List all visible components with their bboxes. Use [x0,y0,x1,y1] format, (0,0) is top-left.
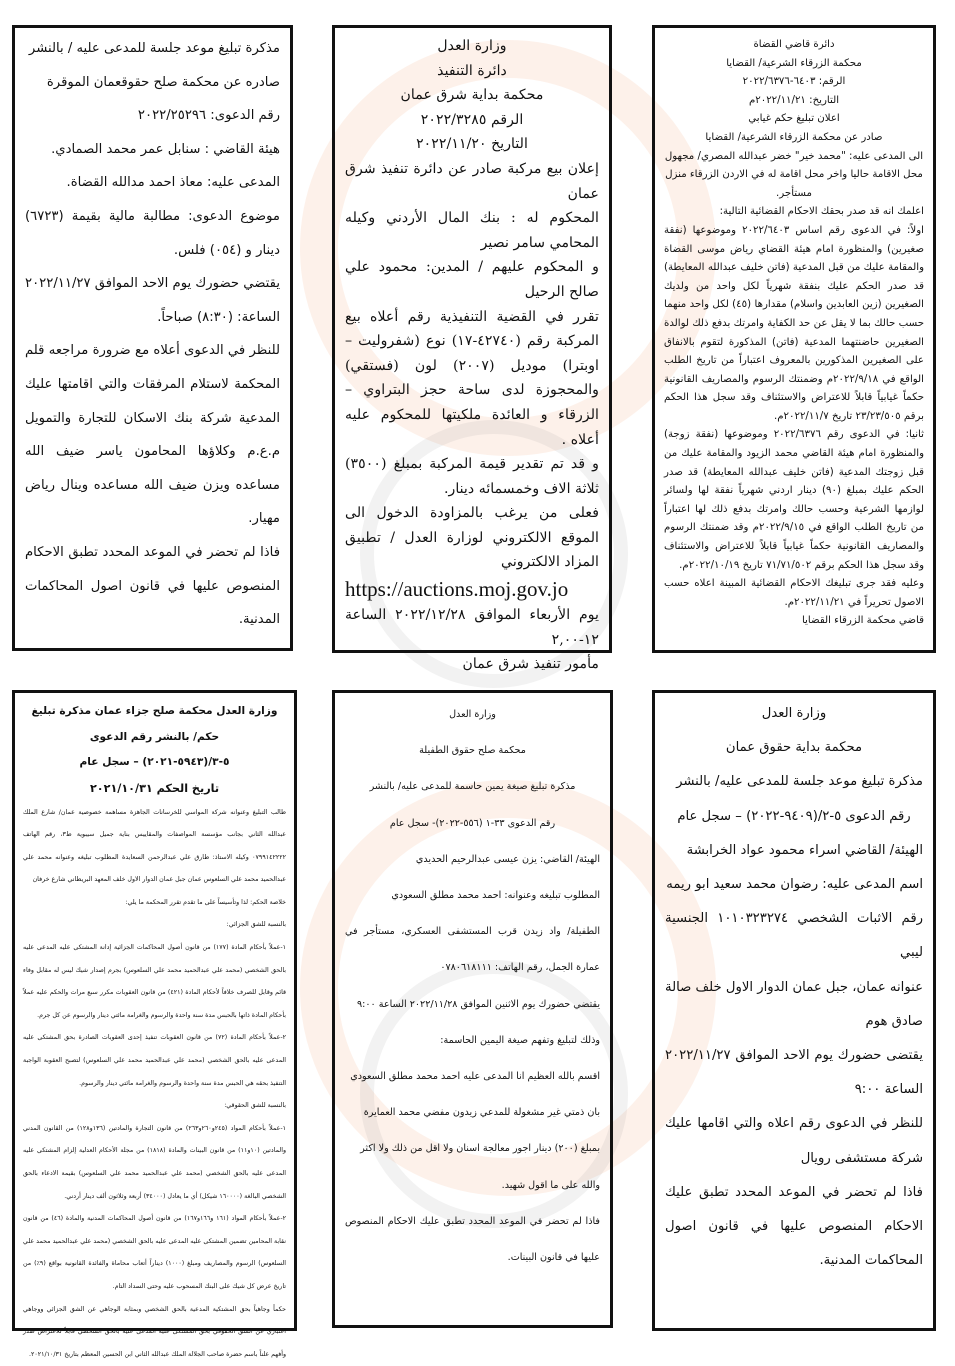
notice-paragraph: مذكرة تبليغ موعد جلسة للمدعى عليه/ بالنشر [676,774,923,790]
notice-paragraph: مذكرة تبليغ صيغة يمين حاسمة للمدعى عليه/ بالنشر [369,781,576,793]
notice-paragraph: المدعى عليه: معاذ احمد مدالله القضاة. [66,175,280,191]
notice-paragraph: إعلان بيع مركبة صادر عن دائرة تنفيذ شرق عمان [345,160,599,202]
notice-paragraph: اقسم بالله العظيم انا المدعى عليه احمد محمد مطلق السعودي [350,1071,600,1083]
notice-amman-civil-conciliation [12,25,293,651]
notice-paragraph: اعلان تبليغ حكم غيابي [748,113,840,125]
notice-paragraph: محكمة الزرقاء الشرعية/ القضايا [726,57,862,69]
notice-paragraph: رقم الدعوى ٣٣-١ (٥٥٦-٢٠٢٢)- سجل عام [389,817,556,829]
notice-paragraph: بان ذمتي غير مشغولة للمدعي زيدون مفضي محمد العمايرة [363,1107,600,1119]
notice-paragraph: للنظر في الدعوى رقم اعلاه والتي اقامها عليك شركة مستشفى رويال [665,1116,923,1166]
notice-paragraph: حكماً وجاهياً بحق المشتكية المدعية بالحق الشخصي وبمثابة الوجاهي عن الشق الجزائي ووجاهي اعتباري عن الشق الحقوقي بحق المشتكى عليه المدعى عليه بالحق الشخصي قابلاً للاعتراض صدر وأفهم علناً باسم حضرة صاحب الجلالة الملك عبدالله الثاني ابن الحسين المعظم بتاريخ ٢٠٢١/١٠/٣١. [23,1305,286,1358]
notice-paragraph: تقرر في القضية التنفيذية رقم أعلاه بيع المركبة رقم (٤٢٧٤٠-١٧) نوع (شفروليت – اوبترا) موديل (٢٠٠٧) لون (فستقي) والمحجوزة لدى ساحة حجز البتراوي – الزرقاء و العائدة ملكيتها للمحكوم عليه أعلاه . [345,308,600,448]
notice-paragraph: التاريخ ٢٠٢٢/١١/٢٠ [416,136,528,153]
notice-paragraph: مأمور تنفيذ شرق عمان [462,656,599,673]
notice-vehicle-auction [332,25,612,673]
notice-paragraph: الرقم ٢٠٢٢/٣٢٨٥ [420,111,524,128]
notice-paragraph: موضوع الدعوى: مطالبة مالية بقيمة (٦٧٢٣) دينار و (٠٥٤) فلس. [25,208,280,258]
notice-paragraph: هيئة القاضي : سنابل عمر محمد الصمادي. [51,141,280,157]
notice-paragraph: فاذا لم تحضر في الموعد المحدد تطبق عليك الاحكام المنصوص عليها في قانون البينات. [345,1215,600,1264]
notice-paragraph: يقتضي حضورك يوم الاحد الموافق ٢٠٢٢/١١/٢٧ الساعة: (٨:٣٠) صباحاً. [25,276,280,325]
notice-paragraph: الى المدعى عليه: "محمد خير" خضر عبدالله المصري/ مجهول محل الاقامة حاليا واخر محل اقامة له في الاردن الزرقاء منزل مستأجر. [664,150,924,199]
notice-paragraph: وزارة العدل [449,709,496,720]
notice-paragraph: صادر عن محكمة الزرقاء الشرعية/ القضايا [705,131,883,143]
notice-paragraph: بالنسبة للشق الجزائي: [226,921,286,929]
notice-paragraph: الهيئة/ القاضي: يزن عيسى عبدالرحيم الحديدي [415,853,600,865]
notice-paragraph: اسم المدعى عليه: رضوان محمد سعيد ابو ريمه [666,877,923,893]
notice-paragraph: ٢-عملاً بأحكام المواد (١٦١ و١٦٦و١٦٧) من قانون أصول المحاكمات المدنية والمادة (٤٦) من قانون نقابة المحامين تضمين المشتكى عليه المدعى عليه بالحق الشخصي (محمد علي عبدالحميد محمد علي السلعوس) الرسوم والمصاريف ومبلغ (١٠٠٠) ديناراً أتعاب محاماة والفائدة القانونية بواقع (٩٪) من تاريخ عرض كل شيك على البنك المسحوب عليه وحتى السداد التام. [23,1215,286,1290]
notice-paragraph: المحكوم له : بنك المال الأردني وكيله المحامي سامر نصير [345,210,599,251]
notice-tafila-oath [332,690,613,1328]
notice-paragraph: و قد تم تقدير قيمة المركبة بمبلغ (٣٥٠٠) ثلاثة الاف وخمسمائه دينار. [345,456,599,497]
notice-amman-criminal-judgment [12,690,297,1358]
notice-paragraph: وزارة العدل محكمة صلح جزاء عمان مذكرة تبليغ حكم/ بالنشر رقم الدعوى [31,705,278,743]
notice-paragraph: وزارة العدل [761,706,827,721]
notice-paragraph: فاذا لم تحضر في الموعد المحدد تطبق الاحكام المنصوص عليها في قانون اصول المحاكمات المدنية. [25,544,280,628]
notice-paragraph: قاضي محكمة الزرقاء القضايا [801,615,924,627]
notice-paragraph: الرقم: ٦٤٠٣-٢٠٢٢/٦٣٧٦ [742,76,846,88]
notice-paragraph: الهيئة/ القاضي اسراء محمود عواد الخرابشة [686,842,923,858]
notice-paragraph: وعليه فقد جرى تبليغك الاحكام القضائية المبينة اعلاه حسب الاصول تحريراً في ٢٠٢٢/١١/٢١م. [664,578,924,608]
notice-paragraph: وذلك لتبليغ وتفهم صيغة اليمين الحاسمة: [440,1034,600,1046]
notice-paragraph: محكمة بداية حقوق عمان [725,740,863,756]
notice-paragraph: التاريخ: ٢٠٢٢/١١/٢١م [748,94,840,106]
notice-paragraph: يقتضي حضورك يوم الاثنين الموافق ٢٠٢٢/١١/٢٨ الساعة ٩:٠٠ [357,998,600,1010]
notice-paragraph: يوم الأربعاء الموافق ٢٠٢٢/١٢/٢٨ الساعة ١٢-٢,٠٠ [345,607,600,648]
notice-paragraph: بالنسبة للشق الحقوقي: [224,1102,286,1110]
notice-zarqa-sharia-court [652,25,936,653]
notice-paragraph: المطلوب تبليغه وعنوانه: احمد محمد مطلق السعودي [391,890,600,902]
notice-paragraph: مذكرة تبليغ موعد جلسة للمدعى عليه / بالنشر [28,41,280,56]
notice-paragraph: محكمة صلح حقوق الطفيلة [419,745,526,757]
notice-paragraph: طالب التبليغ وعنوانه شركة المواسي للخرسانات الجاهزة مساهمة خصوصية عمان/ شارع الملك عبدالله الثاني بجانب مؤسسة المواصفات والمقاييس بناية جميل سيبوية ط٣، رقم الهاتف ٠٧٩٩١٤٢٢٢٢ وكيله الاستاذ: طارق علي عبدالرحمن السعايدة المطلوب تبليغه وعنوانه محمد علي عبدالحميد محمد علي السلعوس عمان جبل عمان الدوار الاول خلف المعهد البريطاني شارع خرفان [23,808,286,884]
notice-paragraph: تاريخ الحكم ٢٠٢١/١٠/٣١ [89,781,220,795]
notice-paragraph: و المحكوم عليهم / المدين: محمود علي صالح الرحيل [345,259,599,300]
notice-paragraph: الطفيلة/ واد زيدن قرب المستشفى العسكري، مستأجر في عمارة الجمل، رقم الهاتف: ٠٧٨٠٦١٨١١١ [345,926,600,974]
notice-paragraph: وزارة العدل [437,38,507,54]
notice-paragraph: فاذا لم تحضر في الموعد المحدد تطبق عليك الاحكام المنصوص عليها في قانون اصول المحاكمات المدنية. [665,1184,923,1269]
notice-paragraph: والله على ما اقول شهيد. [501,1179,600,1191]
notice-paragraph: رقم الدعوى: ٢٠٢٢/٢٥٢٩٦ [137,108,280,124]
notice-paragraph: صادره عن محكمة صلح حقوقعمان الموقرة [46,74,280,90]
notice-paragraph: يقتضى حضورك يوم الاحد الموافق ٢٠٢٢/١١/٢٧ الساعة ٩:٠٠ [665,1048,923,1098]
notice-paragraph: اولاً: في الدعوى رقم اساس ٢٠٢٢/٦٤٠٣ وموضوعها (نفقة صغيرين) والمنظورة امام هيئة القضاي رياض موسى القضاة والمقامة عليك من قبل المدعية (فاتن خليف عبدالله المعايطة) قد صدر الحكم عليك بنفقة شهرياً لكل واحد من ولديك الصغيرين (زين العابدين واسلام) مقدارها (٤٥) لكل واحد منهما حسب حالك بما لا يقل عن حد الكفاية وامرتك بدفع ذلك لوالدة الصغيرين حاضنتهما المدعية (فاتن) المذكورة لتقوم بالانفاق على الصغيرين المذكورين بالمعروف اعتباراً من تاريخ الطلب الواقع في ٢٠٢٢/٩/١٨م وضمنتك الرسوم والمصاريف القانونية حكماً غيابياً قابلاً للاعتراض والاستئناف وقد سجل هذا الحكم برقم ٢٣/٢٣/٥٠٥ تاريخ ٢٠٢٢/١١/٧م. [664,224,924,422]
notice-paragraph: فعلى من يرغب بالمزاودة الدخول الى الموقع الالكتروني لوزارة العدل / تطبيق المزاد الالكتروني [345,505,599,571]
notice-paragraph: ١-عملاً بأحكام المواد (٢٤٥و٢٦٠و٢٦٣) من قانون التجارة والمادتين (١٣٦و١٢٨) من القانون المدني والمادتين (١٠و١١) من قانون البينات والمادة (١٨١٨) من مجلة الأحكام العدلية إلزام المشتكى عليه المدعى عليه بالحق الشخصي (محمد علي عبدالحميد محمد علي السلعوس) بقيمة الادعاء بالحق الشخصي البالغة (١٦٠٠٠٠ شيكل) أي ما يعادل (٣٤٠٠٠) أربعة وثلاثون ألف دينار أردني. [23,1124,287,1200]
notice-paragraph: رقم الدعوى ٥-٢/(٩٤٠٩-٢٠٢٢) – سجل عام [677,808,911,824]
notice-paragraph: رقم الاثبات الشخصي ١٠١٠٣٢٣٢٧٤ الجنسية ليبي [665,911,923,961]
notice-paragraph: ثانيا: في الدعوى رقم ٢٠٢٢/٦٣٧٦ وموضوعها (نفقة زوجة) والمنظورة امام هيئة القاضي محمد الزيود والمقامة عليك من قبل زوجتك المدعية (فاتن خليف عبدالله المعايطة) قد صدر الحكم عليك بمبلغ (٩٠) دينار اردني شهرياً نفقة لها ولسائر لوازمها الشرعية وحسب حالك وامرتك بدفع ذلك لها اعتباراً من تاريخ الطلب الواقع في ٢٠٢٢/٩/١٥م وقد ضمنتك الرسوم والمصاريف القانونية حكماً غيابياً قابلاً للاعتراض والاستئناف وقد سجل هذا الحكم برقم ٧١/٧١/٥٠٢ تاريخ ٢٠٢٢/١٠/١٩م. [664,429,925,571]
notice-paragraph: دائرة التنفيذ [437,62,507,79]
notice-paragraph: ٥-٣/(٥٩٤٣-٢٠٢١) – سجل عام [79,756,230,768]
notice-amman-first-instance [652,690,936,1331]
auction-url-link[interactable]: https://auctions.moj.gov.jo [345,577,569,602]
notice-paragraph: ١-عملاً بأحكام المادة (١٧٧) من قانون أصول المحاكمات الجزائية إدانة المشتكى عليه المدعى عليه بالحق الشخصي (محمد علي عبدالحميد محمد علي السلعوس) بجرم إصدار شيك ليس له مقابل وفاء قائم وقابل للصرف خلافاً لأحكام المادة (٤٢١) من قانون العقوبات مكرر سبع مرات والحكم عليه عملاً بأحكام المادة ذاتها بالحبس مدة سنة واحدة والرسوم والغرامة مائتي دينار والرسوم عن كل جرم. [23,944,287,1019]
notice-paragraph: بمبلغ (٢٠٠) دينار اجور معالجة اسنان ولا اقل من ذلك ولا اكثر [360,1143,600,1155]
notice-paragraph: اعلمك انه قد صدر بحقك الاحكام القضائية التالية: [719,206,924,218]
notice-paragraph: عنوانه عمان، جبل عمان الدوار الاول خلف صالة صادق هوم [665,979,923,1029]
notice-paragraph: دائرة قاضي القضاة [753,39,835,50]
notice-paragraph: للنظر في الدعوى أعلاه مع ضرورة مراجعه قلم المحكمة لاستلام المرفقات والتي اقامتها عليك المدعية شركة بنك الاسكان للتجارة والتمويل م.ع.م وكلاؤها المحامون ياسر ضيف الله مساعده ويزن ضيف الله مساعده وينال رياض مهيار. [25,343,280,527]
notice-paragraph: محكمة بداية شرق عمان [400,87,544,104]
notice-paragraph: ٢-عملاً بأحكام المادة (٧٢) من قانون العقوبات تنفيذ إحدى العقوبات الصادرة بحق المشتكى عليه المدعى عليه بالحق الشخصي (محمد علي عبدالحميد محمد علي السلعوس) لتصبح العقوبة الواجبة التنفيذ بحقه هي الحبس مدة سنة واحدة والرسوم والغرامة مائتي دينار والرسوم. [23,1034,286,1087]
notice-paragraph: خلاصة الحكم: لذا وتأسيساً على ما تقدم تقرر المحكمة ما يلي: [125,898,286,906]
